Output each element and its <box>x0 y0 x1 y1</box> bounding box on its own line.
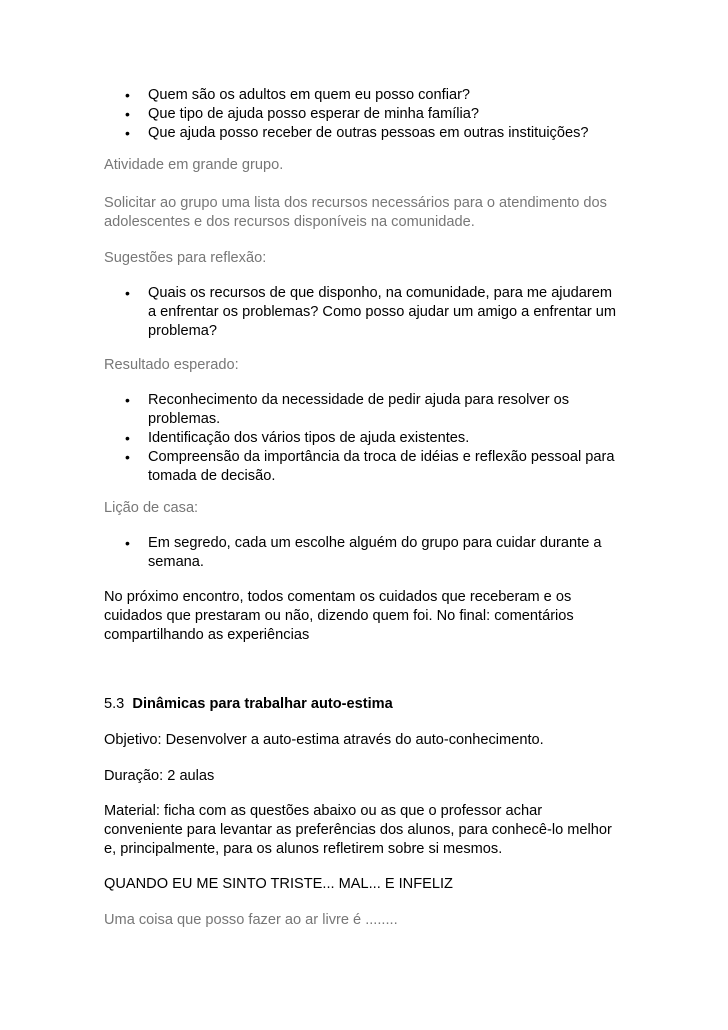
list-item: • Que tipo de ajuda posso esperar de minha família? <box>125 106 479 122</box>
list-item: • Quais os recursos de que disponho, na comunidade, para me ajudarem a enfrentar os problemas? Como posso ajudar um amigo a enfrentar um problema? <box>125 285 617 339</box>
list-item: • Compreensão da importância da troca de idéias e reflexão pessoal para tomada de decisão. <box>125 449 615 484</box>
list-item: • Que ajuda posso receber de outras pessoas em outras instituições? <box>125 125 589 141</box>
material-text: Material: ficha com as questões abaixo ou as que o professor achar conveniente para levantar as preferências dos alunos, para conhecê-lo melhor e, principalmente, para os alunos refletirem sobre si mesmos. <box>104 803 612 857</box>
reflection-heading: Sugestões para reflexão: <box>104 250 267 266</box>
section-title: Dinâmicas para trabalhar auto-estima <box>132 696 393 712</box>
activity-heading: Atividade em grande grupo. <box>104 157 284 173</box>
bullet-icon: • <box>125 430 130 446</box>
list-item: • Identificação dos vários tipos de ajuda existentes. <box>125 430 470 446</box>
bullet-icon: • <box>125 106 130 122</box>
objective-text: Objetivo: Desenvolver a auto-estima através do auto-conhecimento. <box>104 732 544 748</box>
reflection-list <box>104 284 624 341</box>
bullet-icon: • <box>125 125 130 141</box>
question-list <box>104 86 624 143</box>
result-list <box>104 391 624 486</box>
list-item: • Em segredo, cada um escolhe alguém do grupo para cuidar durante a semana. <box>125 535 602 570</box>
section-number: 5.3 <box>104 696 125 712</box>
bullet-icon: • <box>125 87 130 103</box>
caps-heading: QUANDO EU ME SINTO TRISTE... MAL... E INFELIZ <box>104 876 453 892</box>
section-heading <box>104 695 624 714</box>
list-item: • Reconhecimento da necessidade de pedir ajuda para resolver os problemas. <box>125 392 570 427</box>
homework-heading: Lição de casa: <box>104 500 199 516</box>
outdoor-prompt: Uma coisa que posso fazer ao ar livre é ........ <box>104 912 398 928</box>
bullet-icon: • <box>125 285 130 301</box>
bullet-icon: • <box>125 449 130 465</box>
bullet-icon: • <box>125 392 130 408</box>
bullet-icon: • <box>125 535 130 551</box>
result-heading: Resultado esperado: <box>104 357 239 373</box>
next-meeting-text: No próximo encontro, todos comentam os cuidados que receberam e os cuidados que prestaram ou não, dizendo quem foi. No final: comentários compartilhando as experiências <box>104 589 574 643</box>
activity-text: Solicitar ao grupo uma lista dos recursos necessários para o atendimento dos adolescentes e dos recursos disponíveis na comunidade. <box>104 195 607 230</box>
homework-list <box>104 534 624 572</box>
duration-text: Duração: 2 aulas <box>104 768 215 784</box>
list-item: • Quem são os adultos em quem eu posso confiar? <box>125 87 471 103</box>
